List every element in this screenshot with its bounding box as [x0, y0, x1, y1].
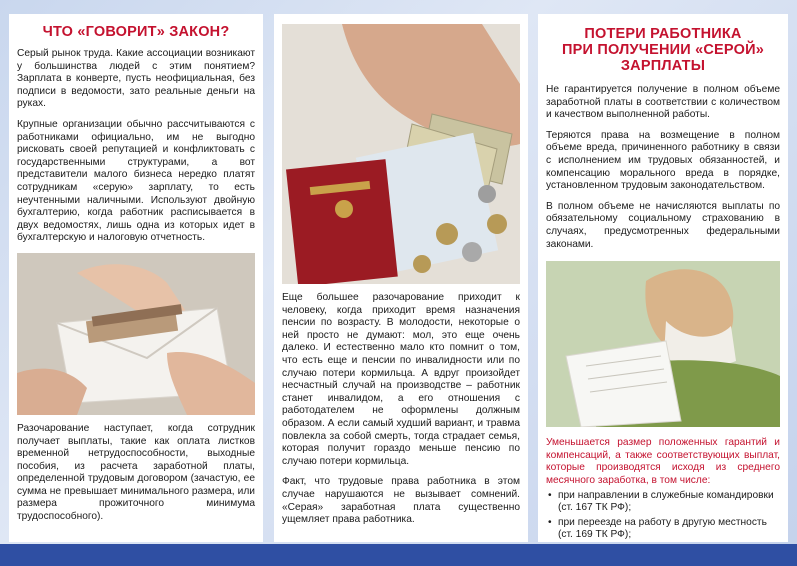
panel-left	[9, 14, 263, 542]
panel-right-text-bottom	[538, 437, 788, 487]
title-line: ПРИ ПОЛУЧЕНИИ «СЕРОЙ»	[562, 42, 764, 58]
paragraph: В полном объеме не начисляются выплаты по обязательному социальному страхованию в случаях, предусмотренных федеральными законами.	[546, 200, 780, 250]
pension-photo-illustration	[282, 24, 520, 284]
paragraph: Серый рынок труда. Какие ассоциации возникают у большинства людей с этим понятием? Зарплата в конверте, пусть неофициальная, без подписи в ведомости, зато реальные деньги на руках.	[17, 48, 255, 110]
list-item: • при переезде на работу в другую местность (ст. 169 ТК РФ);	[546, 517, 780, 542]
panel-left-text-bottom	[9, 423, 263, 524]
panel-right-text-top	[538, 84, 788, 251]
panel-right-title	[544, 26, 782, 74]
injured-worker-photo	[546, 261, 780, 427]
panel-right	[538, 14, 788, 542]
list-item: • при направлении в служебные командировки (ст. 167 ТК РФ);	[546, 490, 780, 515]
panel-middle-text	[274, 292, 528, 527]
highlight-paragraph: Уменьшается размер положенных гарантий и компенсаций, а также соответствующих выплат, которые производятся исходя из среднего месячного заработка, в том числе:	[546, 437, 780, 486]
panel-left-text-top	[9, 48, 263, 245]
injured-photo-illustration	[546, 261, 780, 427]
panel-left-title: ЧТО «ГОВОРИТ» ЗАКОН?	[42, 24, 230, 40]
title-line: ЗАРПЛАТЫ	[620, 58, 706, 74]
paragraph: Еще большее разочарование приходит к человеку, когда приходит время назначения пенсии по возрасту. В молодости, некоторые о ней просто не думают: мол, это еще очень далеко. И естественно мало кто помнит о том, что есть еще и пенсии по инвалидности или по случаю потери кормильца. А вдруг произойдет несчастный случай на производстве – работник станет инвалидом, а его отношения с работодателем не оформлены должным образом. А если самый худший вариант, и травма повлекла за собой смерть, тогда страдает семья, которая получит гораздо меньше пенсию по случаю потери кормильца.	[282, 292, 520, 467]
panel-middle	[274, 14, 528, 542]
paragraph: Теряются права на возмещение в полном объеме вреда, причиненного работнику в связи с исполнением им трудовых обязанностей, и компенсацию морального вреда в порядке, установленном трудовым законодательством.	[546, 129, 780, 192]
title-line: ПОТЕРИ РАБОТНИКА	[584, 26, 742, 42]
bullet-list	[538, 490, 788, 542]
paragraph: Крупные организации обычно рассчитываются с работниками официально, им не выгодно рисковать своей репутацией и конфликтовать с государственными структурами, а вот представители малого бизнеса нередко платят сотрудникам «серую» зарплату, то есть неучтенными наличными. Используют двойную бухгалтерию, когда работник расписывается в двух ведомостях, лишь одна из которых идет в бухгалтерскую и налоговую отчетность.	[17, 118, 255, 244]
paragraph: Разочарование наступает, когда сотрудник получает выплаты, такие как оплата листков временной нетрудоспособности, выходные пособия, из расчета заработной платы, определенной трудовым договором (зачастую, ее сумма не превышает минимального размера, или размера прожиточного минимума трудоспособного).	[17, 422, 255, 523]
envelope-money-photo	[17, 253, 255, 415]
bottom-band	[0, 544, 797, 566]
paragraph: Факт, что трудовые права работника в этом случае нарушаются не вызывает сомнений. «Серая» заработная плата существенно ущемляет права работника.	[282, 476, 520, 526]
paragraph: Не гарантируется получение в полном объеме заработной платы в соответствии с количеством и качеством выполненной работы.	[546, 84, 780, 121]
envelope-photo-illustration	[17, 253, 255, 415]
pension-money-photo	[282, 24, 520, 284]
